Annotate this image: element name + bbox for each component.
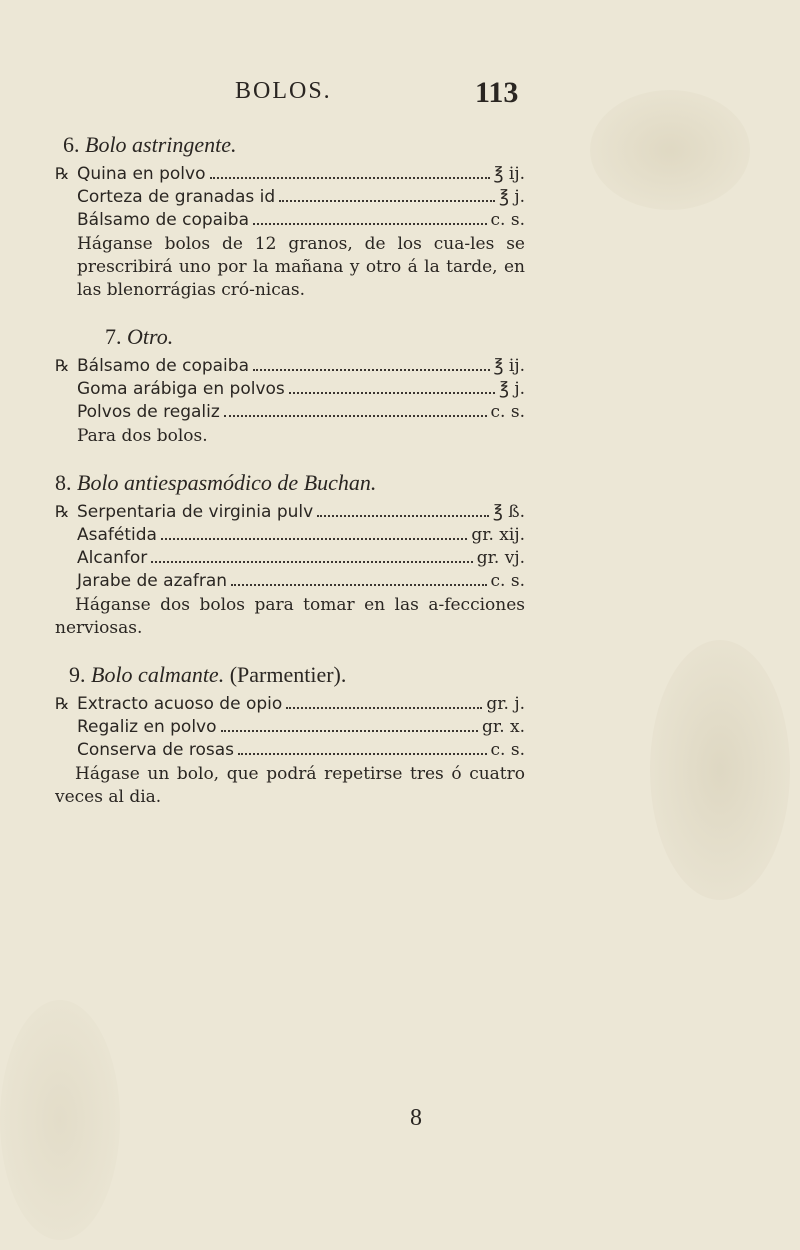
ingredient-dose: ℥ j. bbox=[499, 379, 525, 399]
dot-leader bbox=[161, 538, 467, 540]
recipe-symbol: ℞ bbox=[55, 356, 70, 375]
ingredient-name: Goma arábiga en polvos bbox=[77, 379, 285, 399]
paper-stain bbox=[650, 640, 790, 900]
ingredient-name: Jarabe de azafran bbox=[77, 571, 228, 591]
dot-leader bbox=[151, 561, 472, 563]
ingredient-dose: gr. x. bbox=[482, 717, 525, 737]
recipe-title bbox=[69, 662, 525, 688]
dot-leader bbox=[221, 730, 479, 732]
dot-leader bbox=[253, 223, 487, 225]
recipe-section bbox=[55, 324, 525, 448]
ingredient-name: Serpentaria de virginia pulv bbox=[77, 502, 314, 522]
ingredient-row bbox=[55, 502, 525, 525]
ingredient-dose: gr. xij. bbox=[471, 525, 525, 545]
recipe-name: Bolo astringente. bbox=[85, 132, 237, 157]
ingredient-name: Quina en polvo bbox=[77, 164, 206, 184]
ingredient-name: Bálsamo de copaiba bbox=[77, 356, 249, 376]
ingredient-dose: ℥ ij. bbox=[493, 356, 525, 376]
recipe-section bbox=[55, 470, 525, 640]
dot-leader bbox=[231, 584, 486, 586]
recipe-title bbox=[105, 324, 525, 350]
ingredient-row bbox=[55, 210, 525, 233]
recipe-instructions: Háganse dos bolos para tomar en las a-fecciones nerviosas. bbox=[55, 595, 525, 638]
recipe-name: Bolo antiespasmódico de Buchan. bbox=[77, 470, 377, 495]
recipe-instructions: Para dos bolos. bbox=[77, 426, 208, 446]
recipe-instructions: Háganse bolos de 12 granos, de los cua-les se prescribirá uno por la mañana y otro á la tarde, en las blenorrágias cró-nicas. bbox=[77, 234, 525, 300]
ingredient-name: Asafétida bbox=[77, 525, 157, 545]
page-header bbox=[0, 78, 800, 118]
ingredient-name: Corteza de granadas id bbox=[77, 187, 276, 207]
recipe-name: Bolo calmante. bbox=[91, 662, 225, 687]
recipe-symbol: ℞ bbox=[55, 694, 70, 713]
recipe-number: 7. bbox=[105, 324, 122, 349]
ingredient-row bbox=[55, 379, 525, 402]
ingredient-dose: c. s. bbox=[490, 740, 525, 760]
recipe-instructions: Hágase un bolo, que podrá repetirse tres ó cuatro veces al dia. bbox=[55, 764, 525, 807]
ingredient-row bbox=[55, 694, 525, 717]
ingredient-dose: c. s. bbox=[490, 210, 525, 230]
ingredient-list bbox=[55, 356, 525, 425]
ingredient-list bbox=[55, 694, 525, 763]
dot-leader bbox=[286, 707, 482, 709]
recipe-attribution: (Parmentier). bbox=[229, 662, 347, 687]
ingredient-dose: gr. j. bbox=[486, 694, 525, 714]
paper-stain bbox=[0, 1000, 120, 1240]
ingredient-name: Regaliz en polvo bbox=[77, 717, 217, 737]
ingredient-name: Extracto acuoso de opio bbox=[77, 694, 283, 714]
ingredient-name: Alcanfor bbox=[77, 548, 148, 568]
ingredient-dose: gr. vj. bbox=[476, 548, 525, 568]
ingredient-row bbox=[55, 187, 525, 210]
recipe-section bbox=[55, 132, 525, 302]
running-head: BOLOS. bbox=[235, 78, 332, 104]
recipe-name: Otro. bbox=[127, 324, 174, 349]
ingredient-dose: ℥ ß. bbox=[493, 502, 525, 522]
ingredient-row bbox=[55, 548, 525, 571]
ingredient-list bbox=[55, 502, 525, 594]
ingredient-list bbox=[55, 164, 525, 233]
ingredient-row bbox=[55, 525, 525, 548]
ingredient-row bbox=[55, 571, 525, 594]
ingredient-row bbox=[55, 164, 525, 187]
recipe-number: 9. bbox=[69, 662, 86, 687]
ingredient-row bbox=[55, 356, 525, 379]
dot-leader bbox=[210, 177, 490, 179]
dot-leader bbox=[253, 369, 490, 371]
ingredient-name: Bálsamo de copaiba bbox=[77, 210, 249, 230]
signature-mark: 8 bbox=[410, 1105, 422, 1131]
dot-leader bbox=[317, 515, 489, 517]
recipe-number: 6. bbox=[63, 132, 80, 157]
dot-leader bbox=[279, 200, 495, 202]
page-number: 113 bbox=[475, 76, 519, 109]
recipe-section bbox=[55, 662, 525, 809]
ingredient-dose: c. s. bbox=[490, 571, 525, 591]
ingredient-dose: ℥ j. bbox=[499, 187, 525, 207]
page-content bbox=[55, 132, 525, 831]
ingredient-row bbox=[55, 740, 525, 763]
ingredient-row bbox=[55, 717, 525, 740]
ingredient-name: Conserva de rosas bbox=[77, 740, 235, 760]
ingredient-name: Polvos de regaliz bbox=[77, 402, 220, 422]
recipe-title bbox=[63, 132, 525, 158]
dot-leader bbox=[289, 392, 495, 394]
recipe-title bbox=[55, 470, 525, 496]
ingredient-dose: ℥ ij. bbox=[493, 164, 525, 184]
ingredient-dose: c. s. bbox=[490, 402, 525, 422]
recipe-number: 8. bbox=[55, 470, 72, 495]
dot-leader bbox=[238, 753, 486, 755]
recipe-symbol: ℞ bbox=[55, 164, 70, 183]
ingredient-row bbox=[55, 402, 525, 425]
recipe-symbol: ℞ bbox=[55, 502, 70, 521]
dot-leader bbox=[224, 415, 487, 417]
